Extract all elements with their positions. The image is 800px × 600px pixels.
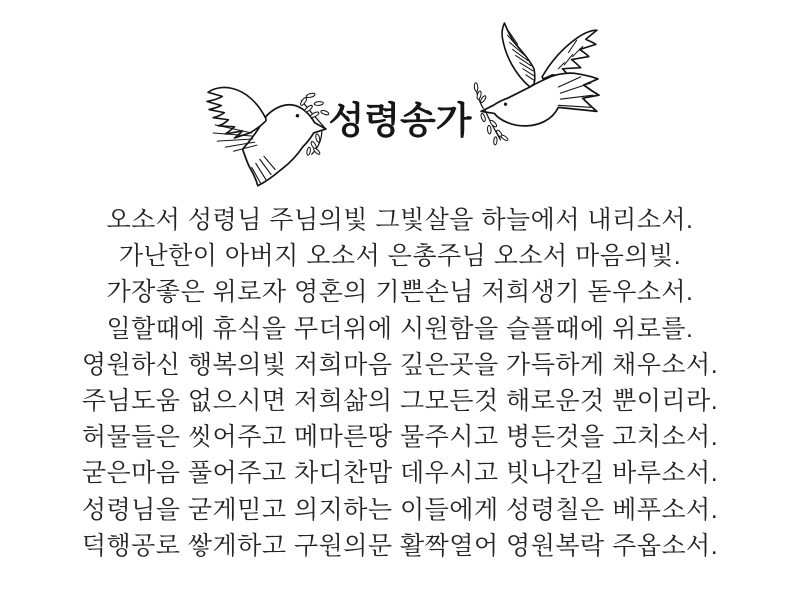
hymn-line: 굳은마음 풀어주고 차디찬맘 데우시고 빗나간길 바루소서. <box>81 459 719 488</box>
page-title: 성령송가 <box>328 100 472 141</box>
hymn-line: 일할때에 휴식을 무더위에 시원함을 슬플때에 위로를. <box>106 314 694 343</box>
hymn-line: 덕행공로 쌓게하고 구원의문 활짝열어 영원복락 주옵소서. <box>81 531 719 560</box>
dove-right-icon <box>471 22 601 148</box>
hymn-line: 주님도움 없으시면 저희삶의 그모든것 해로운것 뿐이리라. <box>81 386 719 415</box>
hymn-line: 오소서 성령님 주님의빛 그빛살을 하늘에서 내리소서. <box>106 206 694 234</box>
hymn-text <box>0 202 800 564</box>
hymn-line: 가난한이 아버지 오소서 은총주님 오소서 마음의빛. <box>118 242 682 271</box>
hymn-line: 영원하신 행복의빛 저희마음 깊은곳을 가득하게 채우소서. <box>81 350 719 379</box>
hymn-line: 성령님을 굳게믿고 의지하는 이들에게 성령칠은 베푸소서. <box>81 495 719 524</box>
hymn-line: 허물들은 씻어주고 메마른땅 물주시고 병든것을 고치소서. <box>81 423 719 452</box>
hymn-line: 가장좋은 위로자 영혼의 기쁜손님 저희생기 돋우소서. <box>106 278 694 307</box>
